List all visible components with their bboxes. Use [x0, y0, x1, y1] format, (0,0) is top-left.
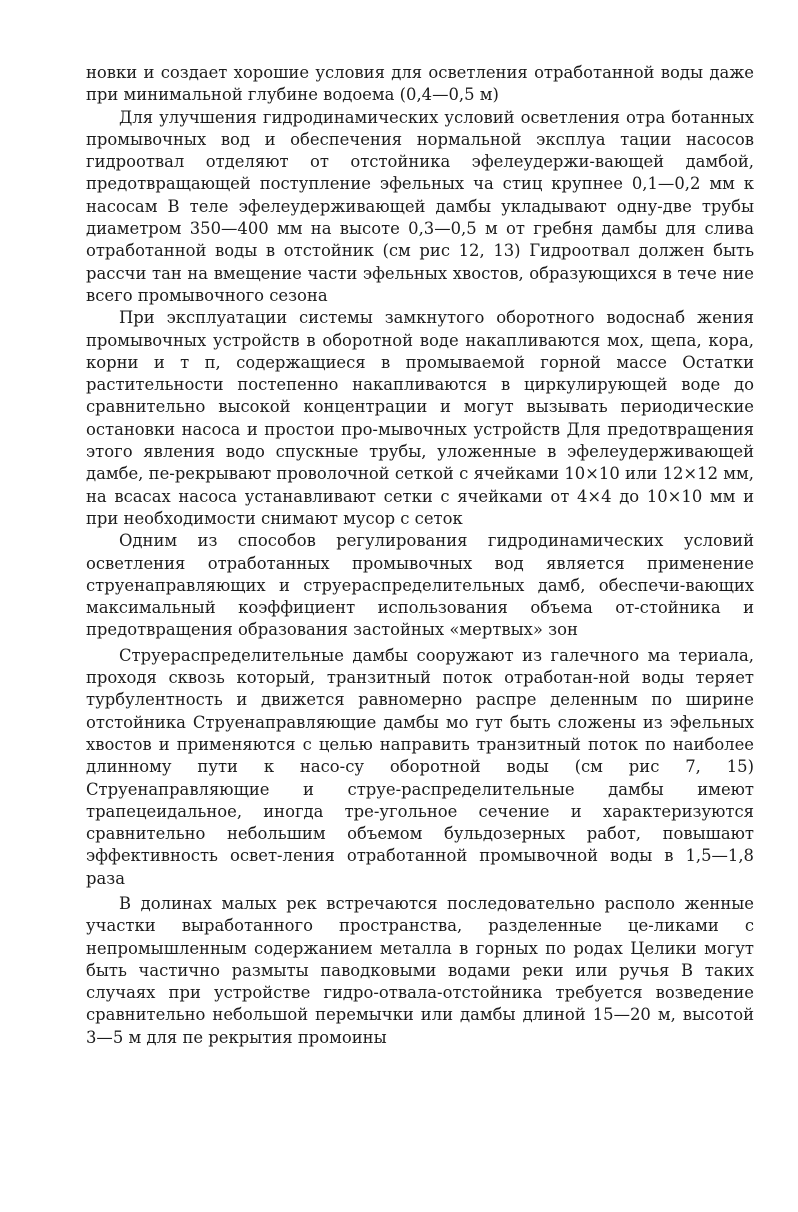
paragraph-3: При эксплуатации системы замкнутого оборотного водоснаб жения промывочных устройств в оборотной воде накапливаются мох, щепа, кора, корни и т п, содержащиеся в промываемой горной массе Остатки растительности постепенно накапливаются в циркулирующей воде до сравнительно высокой концентрации и могут вызывать периодические остановки насоса и простои про-мывочных устройств Для предотвращения этого явления водо спускные трубы, уложенные в эфелеудерживающей дамбе, пе-рекрывают проволочной сеткой с ячейками 10×10 или 12×12 мм, на всасах насоса устанавливают сетки с ячейками от 4×4 до 10×10 мм и при необходимости снимают мусор с сеток: [86, 308, 754, 528]
paragraph-1: новки и создает хорошие условия для осветления отработанной воды даже при минимальной глубине водоема (0,4—0,5 м): [86, 63, 754, 105]
paragraph-5: Струераспределительные дамбы сооружают из галечного ма териала, проходя сквозь который, транзитный поток отработан-ной воды теряет турбулентность и движется равномерно распре деленным по ширине отстойника Струенаправляющие дамбы мо гут быть сложены из эфельных хвостов и применяются с целью направить транзитный поток по наиболее длинному пути к насо-су оборотной воды (см рис 7, 15) Струенаправляющие и струе-распределительные дамбы имеют трапецеидальное, иногда тре-угольное сечение и характеризуются сравнительно небольшим объемом бульдозерных работ, повышают эффективность освет-ления отработанной промывочной воды в 1,5—1,8 раза: [86, 645, 754, 888]
page-text: [86, 62, 754, 1049]
paragraph-2: Для улучшения гидродинамических условий осветления отра ботанных промывочных вод и обеспечения нормальной эксплуа тации насосов гидроотвал отделяют от отстойника эфелеудержи-вающей дамбой, предотвращающей поступление эфельных ча стиц крупнее 0,1—0,2 мм к насосам В теле эфелеудерживающей дамбы укладывают одну-две трубы диаметром 350—400 мм на высоте 0,3—0,5 м от гребня дамбы для слива отработанной воды в отстойник (см рис 12, 13) Гидроотвал должен быть рассчи тан на вмещение части эфельных хвостов, образующихся в тече ние всего промывочного сезона: [86, 107, 754, 305]
paragraph-4: Одним из способов регулирования гидродинамических условий осветления отработанных промывочных вод является применение струенаправляющих и струераспределительных дамб, обеспечи-вающих максимальный коэффициент использования объема от-стойника и предотвращения образования застойных «мертвых» зон: [86, 531, 754, 640]
paragraph-6: В долинах малых рек встречаются последовательно располо женные участки выработанного пространства, разделенные це-ликами с непромышленным содержанием металла в горных по родах Целики могут быть частично размыты паводковыми водами реки или ручья В таких случаях при устройстве гидро-отвала-отстойника требуется возведение сравнительно небольшой перемычки или дамбы длиной 15—20 м, высотой 3—5 м для пе рекрытия промоины: [86, 893, 754, 1047]
